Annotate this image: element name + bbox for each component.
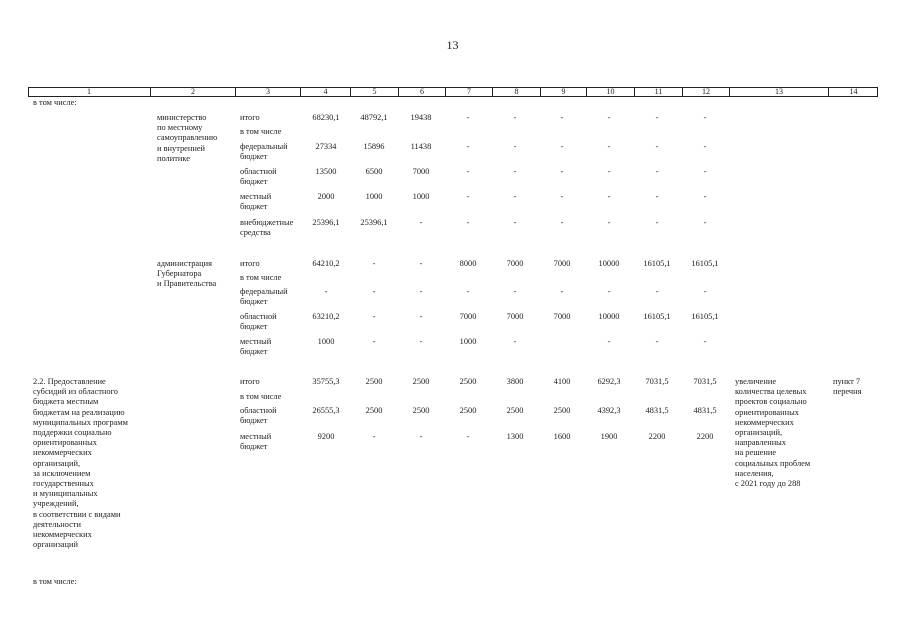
reference-text: пункт 7 перечня xyxy=(833,377,862,397)
value-cell: 1000 xyxy=(365,192,383,201)
value-cell: - xyxy=(560,167,564,176)
value-cell: - xyxy=(703,142,707,151)
header-cell-2: 2 xyxy=(150,87,235,97)
value-cell: 2500 xyxy=(459,377,477,386)
value-cell: 16105,1 xyxy=(643,312,671,321)
value-cell: 25396,1 xyxy=(360,218,388,227)
value-cell: 27334 xyxy=(315,142,337,151)
value-cell: 11438 xyxy=(410,142,432,151)
value-cell: 68230,1 xyxy=(312,113,340,122)
row-label: местный бюджет xyxy=(240,337,272,357)
value-cell: 7031,5 xyxy=(645,377,669,386)
value-cell: - xyxy=(372,287,376,296)
value-cell: - xyxy=(513,287,517,296)
value-cell: - xyxy=(372,432,376,441)
row-label: федеральный бюджет xyxy=(240,142,288,162)
row-label: в том числе xyxy=(240,127,282,136)
value-cell: - xyxy=(513,113,517,122)
value-cell: - xyxy=(513,218,517,227)
header-cell-14: 14 xyxy=(828,87,878,97)
value-cell: - xyxy=(419,287,423,296)
value-cell: 1600 xyxy=(553,432,571,441)
value-cell: 4100 xyxy=(553,377,571,386)
row-label: в том числе xyxy=(240,392,282,401)
value-cell: 4831,5 xyxy=(645,406,669,415)
value-cell: - xyxy=(466,192,470,201)
value-cell: 2000 xyxy=(317,192,335,201)
value-cell: - xyxy=(560,218,564,227)
value-cell: - xyxy=(607,218,611,227)
value-cell: 2500 xyxy=(459,406,477,415)
indicator-text: увеличение количества целевых проектов социально ориентированных некоммерческих организаций, направленных на решение социальных проблем населения, с 2021 году до 288 xyxy=(735,377,811,489)
value-cell: 15896 xyxy=(363,142,385,151)
value-cell: 10000 xyxy=(598,259,620,268)
value-cell: 13500 xyxy=(315,167,337,176)
value-cell: 64210,2 xyxy=(312,259,340,268)
value-cell: 2500 xyxy=(412,406,430,415)
header-cell-11: 11 xyxy=(634,87,682,97)
value-cell: - xyxy=(655,218,659,227)
value-cell: - xyxy=(607,167,611,176)
value-cell: - xyxy=(703,192,707,201)
row-label: федеральный бюджет xyxy=(240,287,288,307)
row-label: итого xyxy=(240,259,260,268)
value-cell: - xyxy=(655,287,659,296)
value-cell: 16105,1 xyxy=(643,259,671,268)
value-cell: - xyxy=(655,113,659,122)
activity-2-2-name: 2.2. Предоставление субсидий из областного бюджета местным бюджетам на реализацию муниципальных программ поддержки социально ориентированных некоммерческих организаций, за исключением государственных и муниципальных учреждений, в соответствии с видами деятельности некоммерческих организаций xyxy=(33,377,128,550)
value-cell: 2500 xyxy=(365,377,383,386)
value-cell: - xyxy=(655,142,659,151)
row-label: внебюджетные средства xyxy=(240,218,294,238)
value-cell: 25396,1 xyxy=(312,218,340,227)
value-cell: 1000 xyxy=(412,192,430,201)
value-cell: 7000 xyxy=(506,259,524,268)
value-cell: 7000 xyxy=(506,312,524,321)
row-label: в том числе xyxy=(240,273,282,282)
value-cell: 1000 xyxy=(317,337,335,346)
agency-ministry: министерство по местному самоуправлению и внутренней политике xyxy=(157,113,218,163)
value-cell: 2500 xyxy=(365,406,383,415)
value-cell: - xyxy=(513,142,517,151)
value-cell: 16105,1 xyxy=(691,312,719,321)
value-cell: - xyxy=(513,192,517,201)
value-cell: 7031,5 xyxy=(693,377,717,386)
value-cell: 2500 xyxy=(553,406,571,415)
value-cell: 4392,3 xyxy=(597,406,621,415)
value-cell: 26555,3 xyxy=(312,406,340,415)
header-cell-6: 6 xyxy=(398,87,445,97)
value-cell: - xyxy=(560,192,564,201)
value-cell: - xyxy=(466,142,470,151)
value-cell: - xyxy=(513,167,517,176)
value-cell: 7000 xyxy=(553,259,571,268)
header-cell-10: 10 xyxy=(586,87,634,97)
value-cell: 1000 xyxy=(459,337,477,346)
value-cell: - xyxy=(419,312,423,321)
value-cell: 6500 xyxy=(365,167,383,176)
header-cell-1: 1 xyxy=(87,87,91,96)
value-cell: - xyxy=(466,287,470,296)
value-cell: - xyxy=(419,432,423,441)
header-cell-8: 8 xyxy=(492,87,540,97)
value-cell: - xyxy=(703,287,707,296)
value-cell: 2500 xyxy=(412,377,430,386)
value-cell: - xyxy=(703,218,707,227)
value-cell: - xyxy=(655,192,659,201)
value-cell: 8000 xyxy=(459,259,477,268)
value-cell: 7000 xyxy=(459,312,477,321)
value-cell: 6292,3 xyxy=(597,377,621,386)
value-cell: 2200 xyxy=(648,432,666,441)
value-cell: 2500 xyxy=(506,406,524,415)
agency-administration: администрация Губернатора и Правительства xyxy=(157,259,217,289)
value-cell: - xyxy=(703,337,707,346)
value-cell: 16105,1 xyxy=(691,259,719,268)
value-cell: 19438 xyxy=(410,113,432,122)
value-cell: - xyxy=(703,167,707,176)
header-cell-3: 3 xyxy=(235,87,300,97)
value-cell: 2200 xyxy=(696,432,714,441)
value-cell: - xyxy=(607,113,611,122)
value-cell: - xyxy=(560,113,564,122)
value-cell: - xyxy=(419,259,423,268)
value-cell: - xyxy=(607,337,611,346)
row-label: областной бюджет xyxy=(240,312,277,332)
value-cell: 9200 xyxy=(317,432,335,441)
header-cell-12: 12 xyxy=(682,87,729,97)
value-cell: 4831,5 xyxy=(693,406,717,415)
row-label: местный бюджет xyxy=(240,192,272,212)
value-cell: - xyxy=(324,287,328,296)
value-cell: 7000 xyxy=(553,312,571,321)
value-cell: 63210,2 xyxy=(312,312,340,321)
value-cell: 10000 xyxy=(598,312,620,321)
value-cell: 1900 xyxy=(600,432,618,441)
in-that-number-label-bottom: в том числе: xyxy=(33,577,77,586)
row-label: областной бюджет xyxy=(240,406,277,426)
value-cell: - xyxy=(466,167,470,176)
row-label: областной бюджет xyxy=(240,167,277,187)
row-label: местный бюджет xyxy=(240,432,272,452)
value-cell: - xyxy=(607,142,611,151)
header-cell-13: 13 xyxy=(729,87,828,97)
value-cell: - xyxy=(655,337,659,346)
row-label: итого xyxy=(240,113,260,122)
value-cell: 35755,3 xyxy=(312,377,340,386)
value-cell: 48792,1 xyxy=(360,113,388,122)
value-cell: - xyxy=(607,287,611,296)
value-cell: - xyxy=(466,432,470,441)
value-cell: - xyxy=(372,337,376,346)
value-cell: - xyxy=(419,218,423,227)
value-cell: - xyxy=(655,167,659,176)
value-cell: - xyxy=(466,218,470,227)
row-label: итого xyxy=(240,377,260,386)
value-cell: - xyxy=(419,337,423,346)
value-cell: - xyxy=(466,113,470,122)
header-cell-9: 9 xyxy=(540,87,586,97)
header-cell-4: 4 xyxy=(300,87,350,97)
value-cell: - xyxy=(513,337,517,346)
header-cell-5: 5 xyxy=(350,87,398,97)
value-cell: - xyxy=(372,259,376,268)
value-cell: 7000 xyxy=(412,167,430,176)
value-cell: - xyxy=(372,312,376,321)
value-cell: - xyxy=(607,192,611,201)
value-cell: - xyxy=(703,113,707,122)
page-number: 13 xyxy=(446,38,459,52)
value-cell: - xyxy=(560,287,564,296)
value-cell: 3800 xyxy=(506,377,524,386)
value-cell: 1300 xyxy=(506,432,524,441)
header-cell-7: 7 xyxy=(445,87,492,97)
value-cell: - xyxy=(560,142,564,151)
in-that-number-label-top: в том числе: xyxy=(33,98,77,107)
